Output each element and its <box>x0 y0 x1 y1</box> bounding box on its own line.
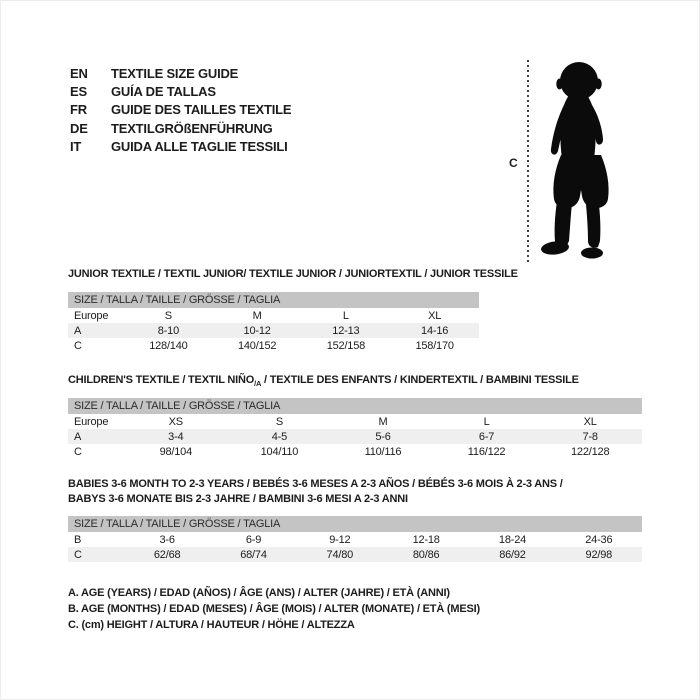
cell: 9-12 <box>329 533 351 546</box>
heading-text: CHILDREN'S TEXTILE / TEXTIL NIÑO <box>68 374 255 386</box>
footnote-a: A. AGE (YEARS) / EDAD (AÑOS) / ÂGE (ANS) / ALTER (JAHRE) / ETÀ (ANNI) <box>68 587 450 599</box>
table-header-row <box>68 516 642 532</box>
cell: 152/158 <box>326 339 366 352</box>
language-row-fr <box>70 101 291 119</box>
language-code: ES <box>70 84 87 100</box>
language-code: IT <box>70 139 82 155</box>
cell: 116/122 <box>467 445 506 458</box>
language-label: GUIDA ALLE TAGLIE TESSILI <box>111 139 288 155</box>
table-row <box>68 444 642 459</box>
cell: 110/116 <box>364 445 402 458</box>
cell: 62/68 <box>124 547 210 562</box>
language-row-it <box>70 138 291 156</box>
cell: 18-24 <box>498 533 527 546</box>
language-row-en <box>70 64 291 82</box>
section-heading-junior: JUNIOR TEXTILE / TEXTIL JUNIOR/ TEXTILE JUNIOR / JUNIORTEXTIL / JUNIOR TESSILE <box>68 268 518 280</box>
table-header-label: SIZE / TALLA / TAILLE / GRÖSSE / TAGLIA <box>68 292 479 308</box>
cell: 104/110 <box>260 445 299 458</box>
language-row-es <box>70 82 291 100</box>
language-label: TEXTILGRÖßENFÜHRUNG <box>111 120 273 136</box>
footnotes <box>68 585 480 634</box>
cell: 5-6 <box>331 429 435 444</box>
cell: 158/170 <box>415 339 454 352</box>
section-heading-children <box>68 373 579 392</box>
cell: M <box>378 415 388 428</box>
cell: S <box>275 415 283 428</box>
language-label: GUÍA DE TALLAS <box>111 84 216 100</box>
height-figure <box>501 56 697 271</box>
cell: 12-18 <box>412 533 440 546</box>
cell: M <box>252 309 262 322</box>
language-list <box>70 64 291 156</box>
table-row <box>68 414 642 429</box>
heading-text: / TEXTILE DES ENFANTS / KINDERTEXTIL / BAMBINI TESSILE <box>261 374 579 386</box>
table-row <box>68 547 642 562</box>
row-label: B <box>74 533 82 546</box>
cell: 86/92 <box>469 547 555 562</box>
footnote-c: C. (cm) HEIGHT / ALTURA / HAUTEUR / HÖHE / ALTEZZA <box>68 619 355 632</box>
cell: 6-9 <box>245 533 262 546</box>
children-size-table <box>68 398 642 459</box>
cell: 68/74 <box>210 547 296 562</box>
row-label: C <box>68 547 124 562</box>
babies-size-table <box>68 516 642 562</box>
height-marker-label: C <box>509 156 518 170</box>
cell: 80/86 <box>383 547 469 562</box>
row-label: A <box>68 323 124 338</box>
cell: 98/104 <box>159 445 193 458</box>
table-row <box>68 308 479 323</box>
cell: 128/140 <box>149 339 188 352</box>
table-row <box>68 532 642 547</box>
cell: L <box>483 415 490 428</box>
table-header-label: SIZE / TALLA / TAILLE / GRÖSSE / TAGLIA <box>68 516 642 532</box>
junior-size-table <box>68 292 479 353</box>
cell: 3-6 <box>159 533 175 546</box>
cell: 10-12 <box>213 323 302 338</box>
cell: 8-10 <box>124 323 213 338</box>
cell: 3-4 <box>124 429 228 444</box>
row-label: Europe <box>74 309 109 322</box>
cell: S <box>164 309 172 322</box>
heading-subscript: /A <box>254 379 262 389</box>
row-label: C <box>74 339 82 352</box>
row-label: Europe <box>74 415 109 428</box>
table-header-row <box>68 292 479 308</box>
cell: 12-13 <box>302 323 391 338</box>
cell: 6-7 <box>435 429 539 444</box>
cell: L <box>342 309 349 322</box>
language-code: FR <box>70 102 87 118</box>
language-code: DE <box>70 120 88 136</box>
footnote-b: B. AGE (MONTHS) / EDAD (MESES) / ÂGE (MOIS) / ALTER (MONATE) / ETÀ (MESI) <box>68 603 480 616</box>
cell: 122/128 <box>571 445 610 458</box>
section-heading-babies <box>68 477 563 506</box>
cell: XS <box>168 415 183 428</box>
language-label: GUIDE DES TAILLES TEXTILE <box>111 102 292 118</box>
row-label: A <box>68 429 124 444</box>
cell: 14-16 <box>390 323 479 338</box>
language-code: EN <box>70 65 88 81</box>
toddler-silhouette-image <box>533 59 623 261</box>
heading-line-1: BABIES 3-6 MONTH TO 2-3 YEARS / BEBÉS 3-6 MESES A 2-3 AÑOS / BÉBÉS 3-6 MOIS À 2-3 ANS / <box>68 478 563 490</box>
table-row <box>68 323 479 338</box>
table-row <box>68 338 479 353</box>
table-header-label: SIZE / TALLA / TAILLE / GRÖSSE / TAGLIA <box>68 398 642 414</box>
heading-line-2: BABYS 3-6 MONATE BIS 2-3 JAHRE / BAMBINI 3-6 MESI A 2-3 ANNI <box>68 492 408 505</box>
cell: 74/80 <box>297 547 383 562</box>
cell: 4-5 <box>228 429 332 444</box>
row-label: C <box>74 445 82 458</box>
table-header-row <box>68 398 642 414</box>
cell: 24-36 <box>585 533 613 546</box>
cell: 140/152 <box>237 339 277 352</box>
language-row-de <box>70 119 291 137</box>
table-row <box>68 429 642 444</box>
cell: 92/98 <box>556 547 642 562</box>
cell: XL <box>428 309 442 322</box>
height-dotted-line <box>527 60 529 264</box>
language-label: TEXTILE SIZE GUIDE <box>111 65 239 81</box>
cell: XL <box>583 415 597 428</box>
cell: 7-8 <box>538 429 642 444</box>
